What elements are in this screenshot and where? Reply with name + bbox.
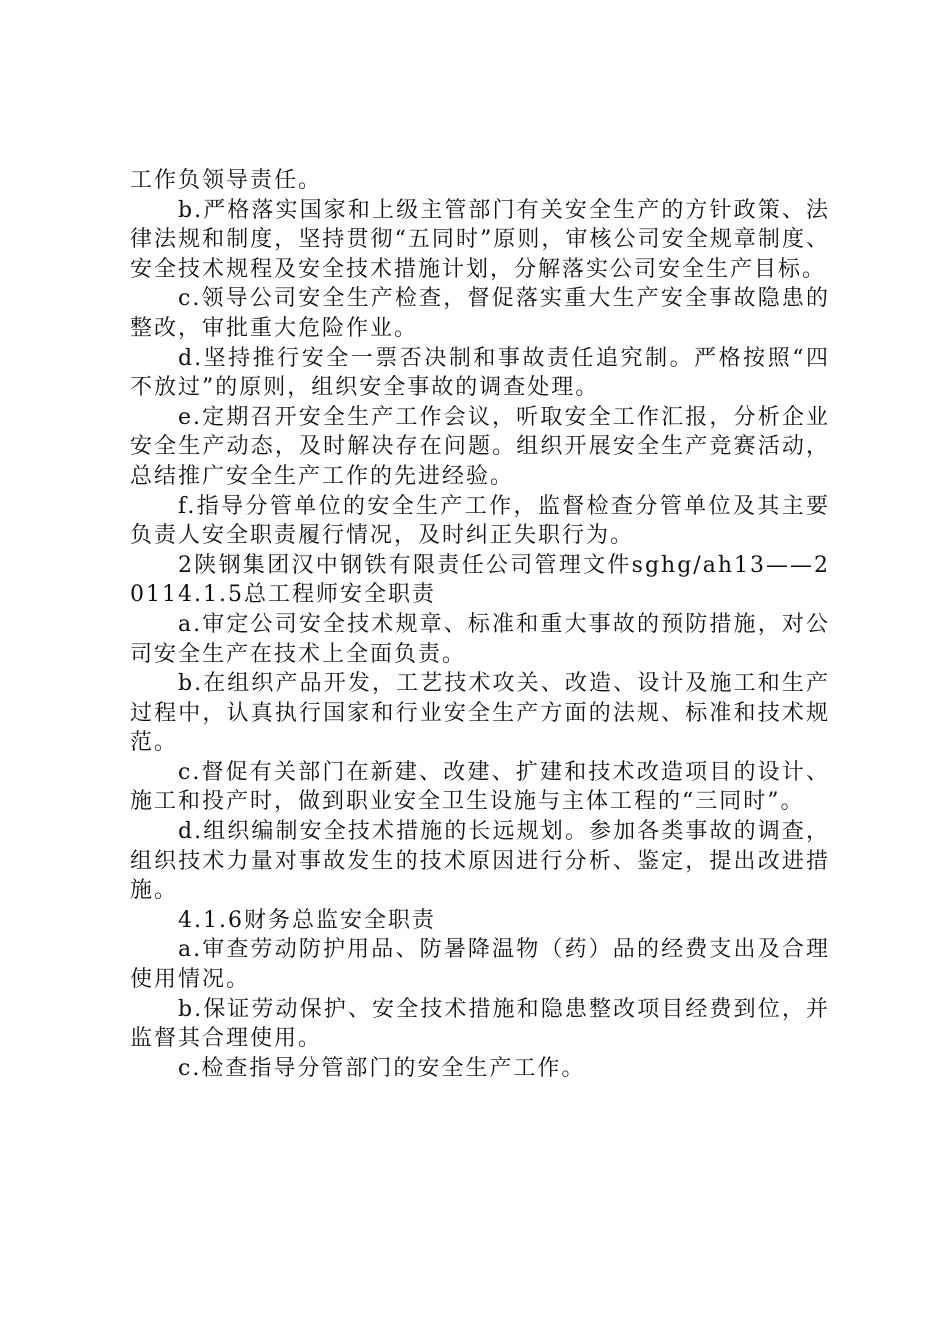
paragraph-3: c.领导公司安全生产检查，督促落实重大生产安全事故隐患的整改，审批重大危险作业。 bbox=[130, 286, 830, 341]
paragraph-14: b.保证劳动保护、安全技术措施和隐患整改项目经费到位，并监督其合理使用。 bbox=[130, 996, 830, 1052]
paragraph-5: e.定期召开安全生产工作会议，听取安全工作汇报，分析企业安全生产动态，及时解决存在问题。组织开展安全生产竞赛活动，总结推广安全生产工作的先进经验。 bbox=[130, 404, 830, 489]
paragraph-9: b.在组织产品开发，工艺技术攻关、改造、设计及施工和生产过程中，认真执行国家和行业安全生产方面的法规、标准和技术规范。 bbox=[130, 671, 830, 756]
paragraph-13: a.审查劳动防护用品、防暑降温物（药）品的经费支出及合理使用情况。 bbox=[130, 937, 830, 993]
paragraph-8: a.审定公司安全技术规章、标准和重大事故的预防措施，对公司安全生产在技术上全面负责。 bbox=[130, 611, 830, 667]
paragraph-6: f.指导分管单位的安全生产工作，监督检查分管单位及其主要负责人安全职责履行情况，及时纠正失职行为。 bbox=[130, 493, 830, 549]
paragraph-2: b.严格落实国家和上级主管部门有关安全生产的方针政策、法律法规和制度，坚持贯彻“五同时”原则，审核公司安全规章制度、安全技术规程及安全技术措施计划，分解落实公司安全生产目标。 bbox=[130, 197, 830, 282]
paragraph-7: 2陕钢集团汉中钢铁有限责任公司管理文件sghg/ah13——20114.1.5总工程师安全职责 bbox=[130, 552, 830, 608]
paragraph-10: c.督促有关部门在新建、改建、扩建和技术改造项目的设计、施工和投产时，做到职业安全卫生设施与主体工程的“三同时”。 bbox=[130, 759, 830, 815]
paragraph-11: d.组织编制安全技术措施的长远规划。参加各类事故的调查，组织技术力量对事故发生的技术原因进行分析、鉴定，提出改进措施。 bbox=[130, 819, 830, 904]
section-heading-4-1-6: 4.1.6财务总监安全职责 bbox=[178, 907, 436, 933]
paragraph-1: 工作负领导责任。 bbox=[130, 168, 323, 193]
paragraph-15: c.检查指导分管部门的安全生产工作。 bbox=[178, 1055, 586, 1081]
paragraph-4: d.坚持推行安全一票否决制和事故责任追究制。严格按照“四不放过”的原则，组织安全事故的调查处理。 bbox=[130, 345, 830, 401]
document-body bbox=[130, 166, 830, 1083]
